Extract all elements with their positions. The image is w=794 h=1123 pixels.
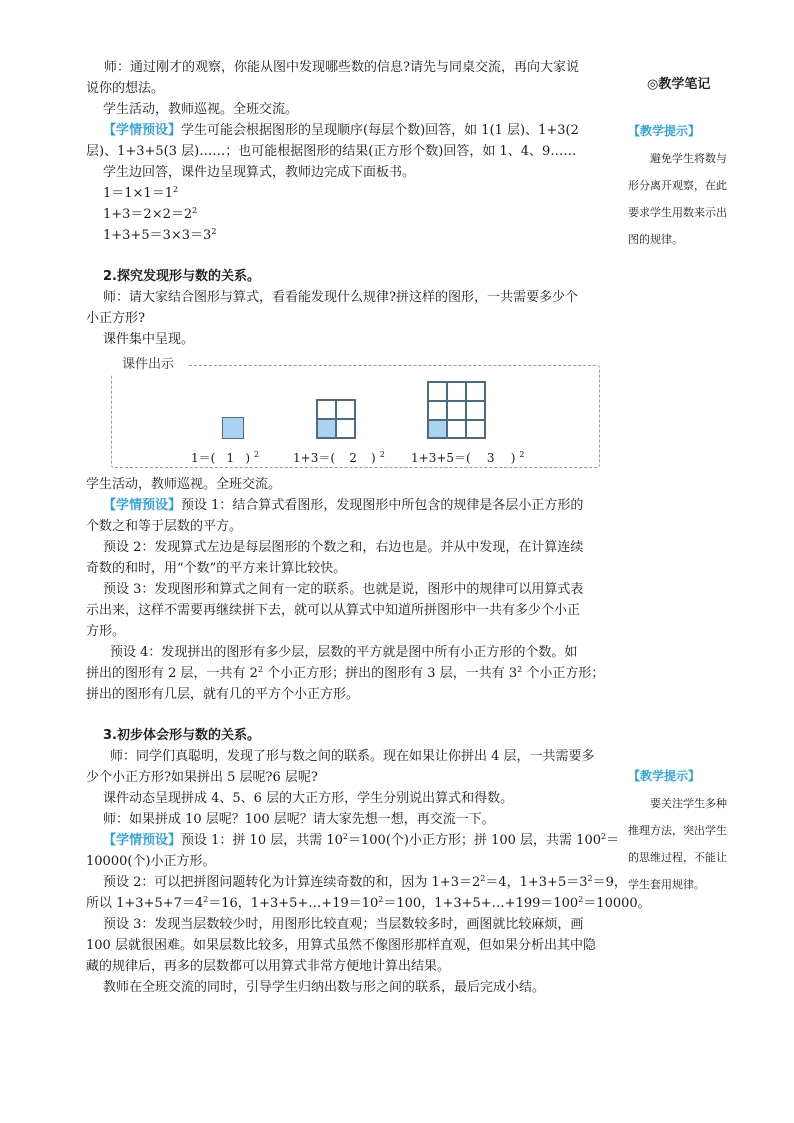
equation-text: 1+3＝2×2＝2 [103, 207, 193, 222]
paragraph-line: 师：通过刚才的观察，你能从图中发现哪些数的信息?请先与同桌交流，再向大家说 [104, 60, 579, 75]
paragraph-line [86, 663, 610, 684]
unit-square [466, 401, 485, 420]
paragraph-text: ＝100，1+3+5+…+199＝100 [383, 896, 579, 911]
equation-left: 1＝( [191, 451, 216, 465]
paragraph-line: 课件集中呈现。 [103, 332, 195, 347]
paragraph-text: ＝4，1+3+5＝3 [485, 875, 588, 890]
tip-line: 避免学生将数与 [650, 152, 727, 165]
paragraph-line: 100 层就很困难。如果层数比较多，用算式虽然不像图形那样直观，但如果分析出其中隐 [86, 938, 596, 953]
paragraph-line: 预设 3：发现图形和算式之间有一定的联系。也就是说，图形中的规律可以用算式表 [103, 582, 584, 597]
paragraph-line: 课件动态呈现拼成 4、5、6 层的大正方形，学生分别说出算式和得数。 [103, 791, 514, 806]
paragraph-text: ＝16，1+3+5+…+19＝10 [208, 896, 379, 911]
equation-right: ) [510, 451, 516, 465]
exponent: 2 [517, 665, 523, 674]
paragraph-text: 个小正方形；拼出的图形有 3 层，一共有 3 [263, 666, 518, 681]
square-grid-2-layers [316, 399, 356, 439]
paragraph-line: 预设 2：发现算式左边是每层图形的个数之和，右边也是。并从中发现，在计算连续 [103, 540, 584, 555]
unit-square [447, 420, 466, 438]
unit-square [223, 418, 243, 438]
unit-square [466, 420, 485, 438]
courseware-equation-3 [411, 448, 524, 469]
equation-right: ) [245, 451, 251, 465]
square-grid-1-layer [222, 417, 244, 439]
paragraph-line [86, 495, 627, 516]
paragraph-line: 师：如果拼成 10 层呢？100 层呢？请大家先想一想，再交流一下。 [103, 812, 495, 827]
equation-answer: 3 [486, 451, 495, 465]
unit-square [447, 382, 466, 401]
paragraph-line [86, 872, 627, 893]
situation-preset-tag: 【学情预设】 [103, 123, 182, 138]
unit-square [428, 401, 447, 420]
paragraph-text: 学生可能会根据图形的呈现顺序(每层个数)回答，如 1(1 层)、1+3(2 [181, 123, 579, 138]
paragraph-line: 少个小正方形?如果拼出 5 层呢?6 层呢? [86, 770, 318, 785]
paragraph-text: ＝9， [592, 875, 627, 890]
paragraph-line: 拼出的图形有几层，就有几的平方个小正方形。 [86, 687, 360, 702]
paragraph-line [86, 893, 651, 914]
paragraph-text: 预设 2：可以把拼图问题转化为计算连续奇数的和，因为 1+3＝2 [103, 875, 481, 890]
tip-heading: 【教学提示】 [628, 769, 701, 783]
unit-square [336, 419, 355, 438]
teaching-tip-2 [628, 763, 748, 898]
paragraph-line: 层)、1+3+5(3 层)……；也可能根据图形的结果(正方形个数)回答，如 1、4、9…… [86, 144, 577, 159]
paragraph-line: 奇数的和时，用“个数”的平方来计算比较快。 [86, 561, 347, 576]
paragraph-line: 学生边回答，课件边呈现算式，教师边完成下面板书。 [103, 165, 416, 180]
equation-line [86, 183, 627, 204]
exponent: 2 [378, 895, 384, 904]
paragraph-line: 学生活动，教师巡视。全班交流。 [86, 477, 282, 492]
exponent: 2 [254, 450, 260, 459]
equation-right: ) [371, 451, 376, 465]
exponent: 2 [379, 450, 385, 459]
unit-square [428, 382, 447, 401]
tip-line: 图的规律。 [628, 233, 683, 246]
tip-line: 推理方法，突出学生 [628, 824, 727, 837]
paragraph-line: 藏的规律后，再多的层数都可以用算式非常方便地计算出结果。 [86, 959, 451, 974]
section-heading: 3.初步体会形与数的关系。 [103, 728, 260, 743]
exponent: 2 [203, 895, 209, 904]
paragraph-text: ＝10000。 [583, 896, 651, 911]
unit-square [317, 400, 336, 419]
courseware-equation-1 [191, 448, 259, 469]
situation-preset-tag: 【学情预设】 [103, 498, 182, 513]
unit-square [466, 382, 485, 401]
paragraph-line: 师：请大家结合图形与算式，看看能发现什么规律?拼这样的图形，一共需要多少个 [103, 290, 578, 305]
teaching-notes-title: ◎教学笔记 [647, 77, 711, 92]
exponent: 2 [172, 185, 179, 194]
paragraph-line [86, 830, 627, 851]
tip-line: 要求学生用数来示出 [628, 206, 727, 219]
paragraph-line: 方形。 [86, 624, 126, 639]
equation-answer: 1 [226, 451, 235, 465]
paragraph-line: 教师在全班交流的同时，引导学生归纳出数与形之间的联系，最后完成小结。 [103, 980, 546, 995]
tip-line: 要关注学生多种 [650, 797, 727, 810]
courseware-label: 课件出示 [110, 355, 188, 375]
equation-left: 1+3+5＝( [411, 451, 471, 465]
paragraph-text: 所以 1+3+5+7＝4 [86, 896, 204, 911]
paragraph-text: 预设 1：拼 10 层，共需 10 [181, 833, 343, 848]
exponent: 2 [192, 206, 198, 215]
square-grid-3-layers [427, 381, 486, 439]
paragraph-line: 个数之和等于层数的平方。 [86, 519, 243, 534]
exponent: 2 [578, 895, 584, 904]
exponent: 2 [600, 832, 607, 841]
tip-line: 形分离开观察，在此 [628, 179, 727, 192]
tip-line: 的思维过程，不能让 [628, 851, 727, 864]
unit-square [336, 400, 355, 419]
exponent: 2 [480, 874, 486, 883]
equation-text: 1+3+5＝3×3＝3 [103, 228, 212, 243]
exponent: 2 [211, 227, 217, 236]
paragraph-text: ＝100(个)小正方形；拼 100 层，共需 100 [348, 833, 601, 848]
courseware-equation-2 [293, 448, 385, 469]
unit-square [447, 401, 466, 420]
paragraph-line: 预设 4：发现拼出的图形有多少层，层数的平方就是图中所有小正方形的个数。如 [110, 645, 578, 660]
exponent: 2 [342, 832, 348, 841]
equation-answer: 2 [349, 451, 357, 465]
paragraph-line: 说你的想法。 [86, 81, 165, 96]
paragraph-text: 拼出的图形有 2 层，一共有 2 [86, 666, 258, 681]
situation-preset-tag: 【学情预设】 [103, 833, 182, 848]
section-heading: 2.探究发现形与数的关系。 [103, 269, 260, 284]
paragraph-line: 学生活动，教师巡视。全班交流。 [103, 102, 299, 117]
paragraph-text: 个小正方形； [522, 666, 605, 681]
paragraph-line: 预设 3：发现当层数较少时，用图形比较直观；当层数较多时，画图就比较麻烦，画 [103, 917, 584, 932]
equation-left: 1+3＝( [293, 451, 336, 465]
paragraph-line: 小正方形? [86, 311, 145, 326]
tip-line: 学生套用规律。 [628, 878, 705, 891]
paragraph-line [86, 120, 627, 141]
paragraph-line: 示出来，这样不需要再继续拼下去，就可以从算式中知道所拼图形中一共有多少个小正 [86, 603, 581, 618]
equation-line [86, 225, 627, 246]
unit-square [428, 420, 447, 438]
paragraph-line: 师：同学们真聪明，发现了形与数之间的联系。现在如果让你拼出 4 层，一共需要多 [110, 749, 595, 764]
exponent: 2 [257, 665, 264, 674]
teaching-tip-1 [628, 118, 748, 253]
exponent: 2 [587, 874, 593, 883]
paragraph-text: 预设 1：结合算式看图形，发现图形中所包含的规律是各层小正方形的 [181, 498, 584, 513]
paragraph-line: 10000(个)小正方形。 [86, 854, 216, 869]
paragraph-text: ＝ [606, 833, 620, 848]
equation-line [86, 204, 627, 225]
tip-heading: 【教学提示】 [628, 124, 701, 138]
exponent: 2 [519, 450, 525, 459]
equation-text: 1＝1×1＝1 [103, 186, 173, 201]
unit-square [317, 419, 336, 438]
